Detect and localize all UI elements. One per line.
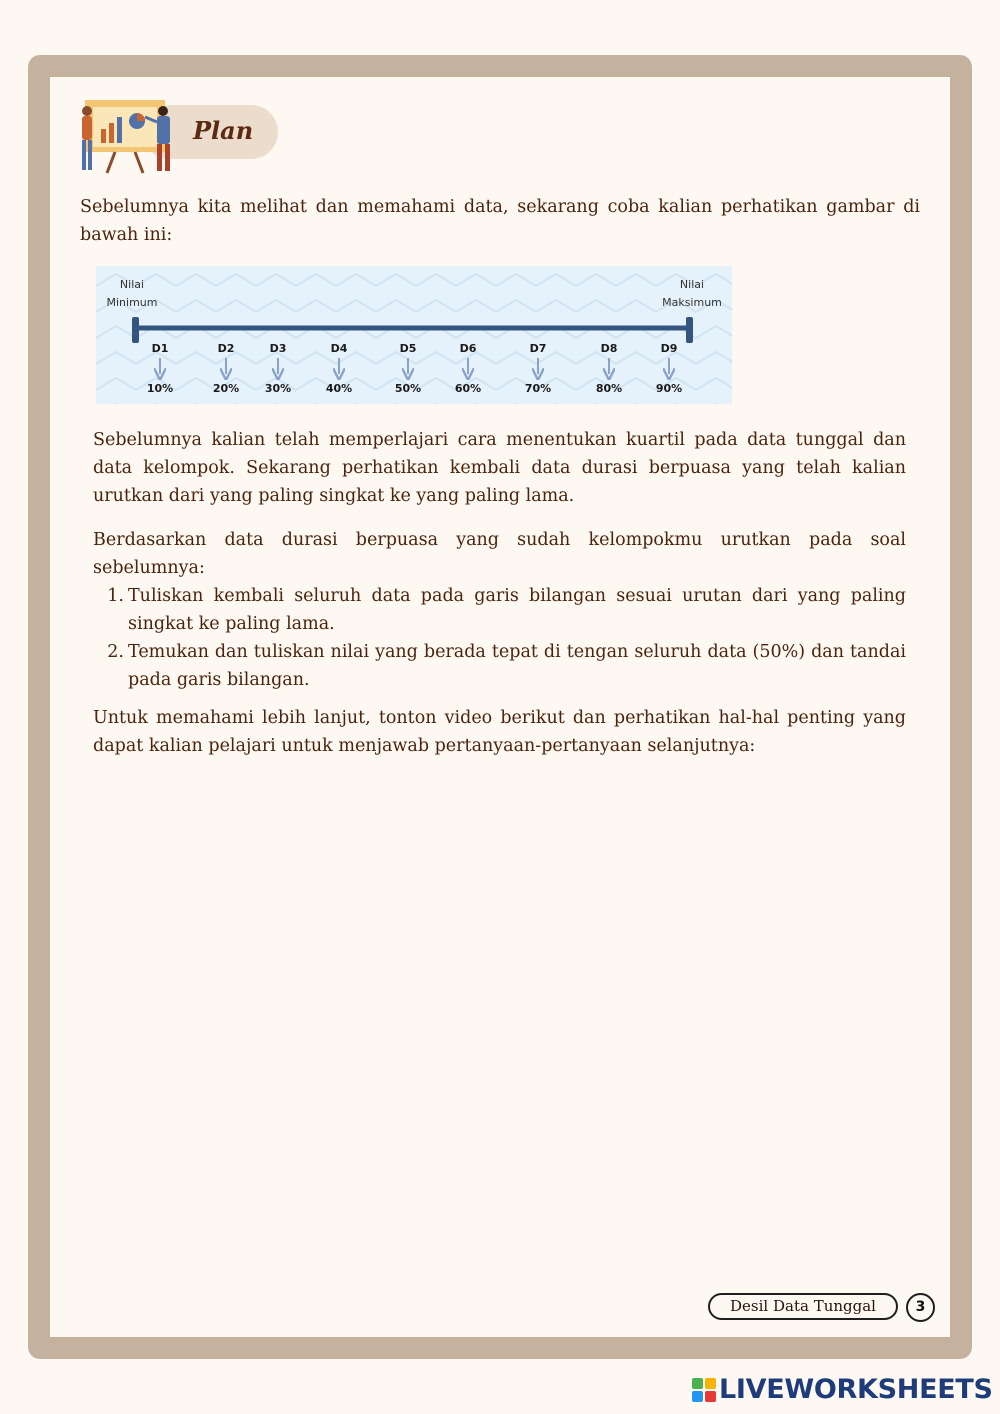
- paragraph-1-text: Sebelumnya kalian telah memperlajari cara menentukan kuartil pada data tunggal dan data kelompok. Sekarang perhatikan kembali data durasi berpuasa yang telah kalian urutkan dari yang paling singkat ke yang paling lama.: [93, 430, 906, 506]
- decile-percent: 40%: [325, 382, 353, 395]
- min-label-1: Nilai: [119, 278, 145, 291]
- liveworksheets-icon: [692, 1378, 716, 1402]
- decile-label: D3: [269, 342, 287, 355]
- paragraph-video: [93, 704, 906, 760]
- decile-label: D5: [399, 342, 417, 355]
- footer-topic-tag: Desil Data Tunggal: [708, 1293, 898, 1320]
- step-number: 2.: [107, 642, 124, 662]
- decile-label: D6: [459, 342, 477, 355]
- plan-title: Plan: [193, 116, 254, 145]
- decile-label: D7: [529, 342, 547, 355]
- step-text: Tuliskan kembali seluruh data pada garis bilangan sesuai urutan dari yang paling singkat ke paling lama.: [128, 586, 906, 634]
- decile-label: D4: [330, 342, 348, 355]
- max-label-1: Nilai: [679, 278, 705, 291]
- page-number: 3: [906, 1293, 935, 1322]
- min-label-2: Minimum: [106, 296, 158, 309]
- paragraph-2-text: Berdasarkan data durasi berpuasa yang sudah kelompokmu urutkan pada soal sebelumnya:: [93, 530, 906, 578]
- step-item: [93, 582, 906, 638]
- decile-percent: 20%: [212, 382, 240, 395]
- paragraph-3-text: Untuk memahami lebih lanjut, tonton video berikut dan perhatikan hal-hal penting yang dapat kalian pelajari untuk menjawab pertanyaan-pertanyaan selanjutnya:: [93, 708, 906, 756]
- intro-text: Sebelumnya kita melihat dan memahami data, sekarang coba kalian perhatikan gambar di bawah ini:: [80, 197, 920, 245]
- decile-label: D9: [660, 342, 678, 355]
- plan-section-header: [75, 97, 280, 175]
- decile-percent: 60%: [454, 382, 482, 395]
- decile-percent: 10%: [146, 382, 174, 395]
- max-end-cap: [686, 317, 693, 343]
- decile-label: D8: [600, 342, 618, 355]
- min-end-cap: [132, 317, 139, 343]
- step-number: 1.: [107, 586, 124, 606]
- decile-percent: 30%: [264, 382, 292, 395]
- step-item: [93, 638, 906, 694]
- decile-percent: 70%: [524, 382, 552, 395]
- decile-percent: 90%: [655, 382, 683, 395]
- max-label-2: Maksimum: [662, 296, 722, 309]
- paragraph-kuartil: [93, 426, 906, 510]
- steps-list: [93, 582, 906, 694]
- decile-number-line: [96, 266, 732, 404]
- step-text: Temukan dan tuliskan nilai yang berada tepat di tengan seluruh data (50%) dan tandai pada garis bilangan.: [128, 642, 906, 690]
- liveworksheets-logo: [692, 1374, 992, 1408]
- decile-label: D1: [151, 342, 169, 355]
- decile-label: D2: [217, 342, 235, 355]
- decile-percent: 80%: [595, 382, 623, 395]
- paragraph-instructions: [93, 526, 906, 694]
- presentation-illustration-icon: [75, 97, 185, 175]
- decile-percent: 50%: [394, 382, 422, 395]
- liveworksheets-wordmark: LIVEWORKSHEETS: [719, 1374, 993, 1405]
